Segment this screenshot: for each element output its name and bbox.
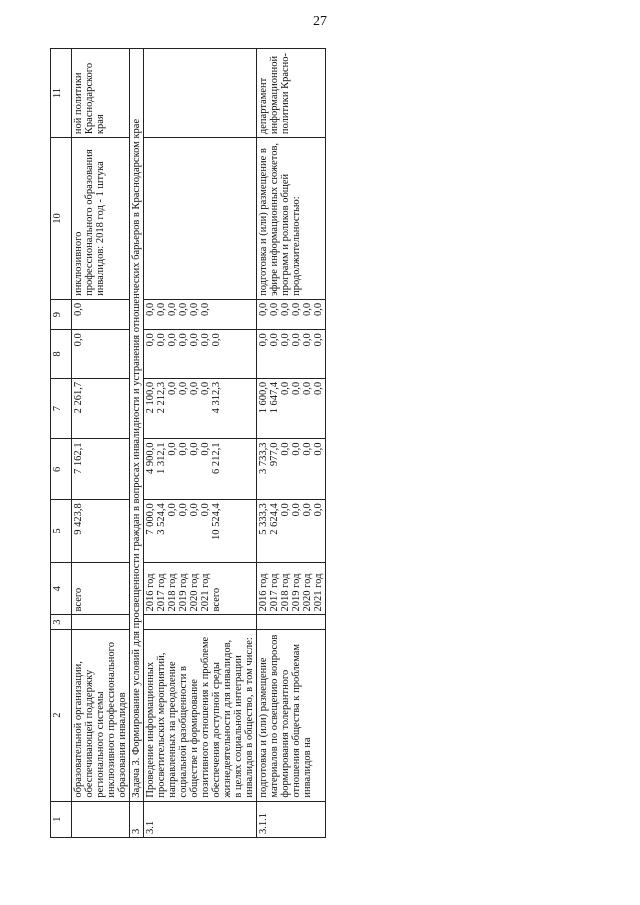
- value-list: [257, 439, 326, 500]
- page-number: 27: [313, 14, 327, 29]
- value: 0,0: [167, 333, 178, 347]
- header-cell: 6: [51, 439, 72, 500]
- value: 0,0: [302, 302, 313, 317]
- value: 0,0: [291, 381, 302, 395]
- value: 0,0: [156, 333, 167, 347]
- value: 0,0: [291, 503, 302, 517]
- value-list: [257, 299, 326, 329]
- value: 0,0: [211, 333, 222, 347]
- row-number-cell: 3: [130, 801, 144, 837]
- table-row: [144, 49, 257, 838]
- value: 0,0: [200, 442, 211, 456]
- value: 977,0: [269, 442, 280, 467]
- year-label: всего: [211, 587, 222, 612]
- value: 3 733,3: [258, 442, 269, 474]
- value: 0,0: [302, 381, 313, 395]
- value: 0,0: [302, 442, 313, 456]
- value: 1 600,0: [258, 381, 269, 414]
- program-table: [50, 48, 326, 838]
- value: 0,0: [189, 381, 200, 395]
- result-cell: [144, 138, 257, 300]
- year-label: 2017 год: [269, 573, 280, 612]
- task-title: Задача 3. Формирование условий для просвещенности граждан в вопросах инвалидности и устранения отношенческих барьеров в Краснодарском крае: [130, 49, 144, 802]
- value-cell: 9 423,8: [72, 500, 130, 563]
- header-cell: 2: [51, 629, 72, 801]
- value: 0,0: [178, 302, 189, 317]
- value-list: [257, 330, 326, 379]
- year-label: 2021 год: [200, 573, 211, 612]
- table-header-row: [51, 49, 72, 838]
- executor-cell: ной политики Краснодарского края: [72, 49, 130, 138]
- value: 0,0: [178, 503, 189, 517]
- value: 0,0: [280, 381, 291, 395]
- value: 0,0: [145, 333, 156, 347]
- header-cell: 3: [51, 615, 72, 629]
- description-cell: подготовка и (или) размещение материалов по освещению вопросов формирования толерантного отношения общества к проблемам инвалидов на: [257, 629, 326, 801]
- header-cell: 8: [51, 330, 72, 379]
- year-label: 2020 год: [302, 573, 313, 612]
- value: 0,0: [258, 333, 269, 347]
- value: 0,0: [167, 302, 178, 317]
- header-cell: 1: [51, 801, 72, 837]
- header-cell: 11: [51, 49, 72, 138]
- value: 0,0: [167, 442, 178, 456]
- value: 0,0: [269, 302, 280, 317]
- value: 0,0: [178, 381, 189, 395]
- header-cell: 7: [51, 378, 72, 439]
- value-list: [257, 378, 326, 439]
- value-list: [144, 299, 257, 329]
- value: 0,0: [156, 302, 167, 317]
- value-cell: 0,0: [72, 330, 130, 379]
- value: 0,0: [313, 381, 324, 395]
- value: 0,0: [200, 381, 211, 395]
- value: 0,0: [200, 503, 211, 517]
- value: 0,0: [280, 333, 291, 347]
- value: 0,0: [145, 302, 156, 317]
- year-label: 2018 год: [167, 573, 178, 612]
- value-cell: 2 261,7: [72, 378, 130, 439]
- value: 4 312,3: [211, 381, 222, 414]
- value: 2 624,4: [269, 503, 280, 535]
- year-label: 2016 год: [145, 573, 156, 612]
- table-row: [257, 49, 326, 838]
- empty-cell: [144, 615, 257, 629]
- value: 0,0: [313, 333, 324, 347]
- value: 0,0: [280, 503, 291, 517]
- value: 0,0: [178, 333, 189, 347]
- empty-cell: [72, 615, 130, 629]
- value: 0,0: [189, 503, 200, 517]
- year-label: 2019 год: [291, 573, 302, 612]
- year-label: 2016 год: [258, 573, 269, 612]
- year-label: 2021 год: [313, 573, 324, 612]
- header-cell: 9: [51, 299, 72, 329]
- value: 4 900,0: [145, 442, 156, 474]
- value-list: [144, 378, 257, 439]
- value: 2 212,3: [156, 381, 167, 414]
- value: 6 212,1: [211, 442, 222, 474]
- table-row: [72, 49, 130, 838]
- value: 0,0: [291, 333, 302, 347]
- row-number-cell: [72, 801, 130, 837]
- year-list: [257, 562, 326, 615]
- row-number-cell: 3.1: [144, 801, 257, 837]
- rotated-table-block: [50, 48, 500, 838]
- value: 0,0: [269, 333, 280, 347]
- header-cell: 10: [51, 138, 72, 300]
- description-cell: Проведение информационных просветительских мероприятий, направленных на преодоление социальной разобщенности в обществе и формирование позитивного отношения к проблеме обеспечения доступной среды жизнедеятельности для инвалидов, в целях социальной интеграции инвалидов в общество, в том числе:: [144, 629, 257, 801]
- header-cell: 4: [51, 562, 72, 615]
- value: 0,0: [189, 442, 200, 456]
- executor-cell: департамент информационной политики Красно-: [257, 49, 326, 138]
- value: 3 524,4: [156, 503, 167, 535]
- value: 0,0: [291, 302, 302, 317]
- value: 2 100,0: [145, 381, 156, 414]
- empty-cell: [257, 615, 326, 629]
- value: 0,0: [302, 503, 313, 517]
- result-cell: инклюзивного профессионального образования инвалидов: 2018 год - 1 штука: [72, 138, 130, 300]
- value-list: [144, 500, 257, 563]
- value: 0,0: [291, 442, 302, 456]
- value: 0,0: [200, 333, 211, 347]
- value: 0,0: [189, 333, 200, 347]
- value: 0,0: [167, 381, 178, 395]
- value: 0,0: [258, 302, 269, 317]
- year-label: 2019 год: [178, 573, 189, 612]
- year-label: 2020 год: [189, 573, 200, 612]
- value: 0,0: [178, 442, 189, 456]
- value: 1 312,1: [156, 442, 167, 474]
- row-number-cell: 3.1.1: [257, 801, 326, 837]
- year-label: 2017 год: [156, 573, 167, 612]
- value-list: [144, 330, 257, 379]
- value: 10 524,4: [211, 503, 222, 540]
- result-cell: подготовка и (или) размещение в эфире информационных сюжетов, программ и роликов общей продолжительностью:: [257, 138, 326, 300]
- value: 7 000,0: [145, 503, 156, 535]
- value-list: [144, 439, 257, 500]
- year-cell: всего: [72, 562, 130, 615]
- value-cell: 7 162,1: [72, 439, 130, 500]
- value-list: [257, 500, 326, 563]
- header-cell: 5: [51, 500, 72, 563]
- value: 0,0: [167, 503, 178, 517]
- value-cell: 0,0: [72, 299, 130, 329]
- value: 0,0: [280, 302, 291, 317]
- description-cell: образовательной организации, обеспечивающей поддержку регионального системы инклюзивного профессионального образования инвалидов: [72, 629, 130, 801]
- value: 0,0: [313, 442, 324, 456]
- year-list: [144, 562, 257, 615]
- task-row: [130, 49, 144, 838]
- executor-cell: [144, 49, 257, 138]
- value: 0,0: [313, 503, 324, 517]
- value: 0,0: [313, 302, 324, 317]
- value: 0,0: [302, 333, 313, 347]
- value: 5 333,3: [258, 503, 269, 535]
- value: 1 647,4: [269, 381, 280, 414]
- value: 0,0: [280, 442, 291, 456]
- year-label: 2018 год: [280, 573, 291, 612]
- value: 0,0: [189, 302, 200, 317]
- value: 0,0: [200, 302, 211, 317]
